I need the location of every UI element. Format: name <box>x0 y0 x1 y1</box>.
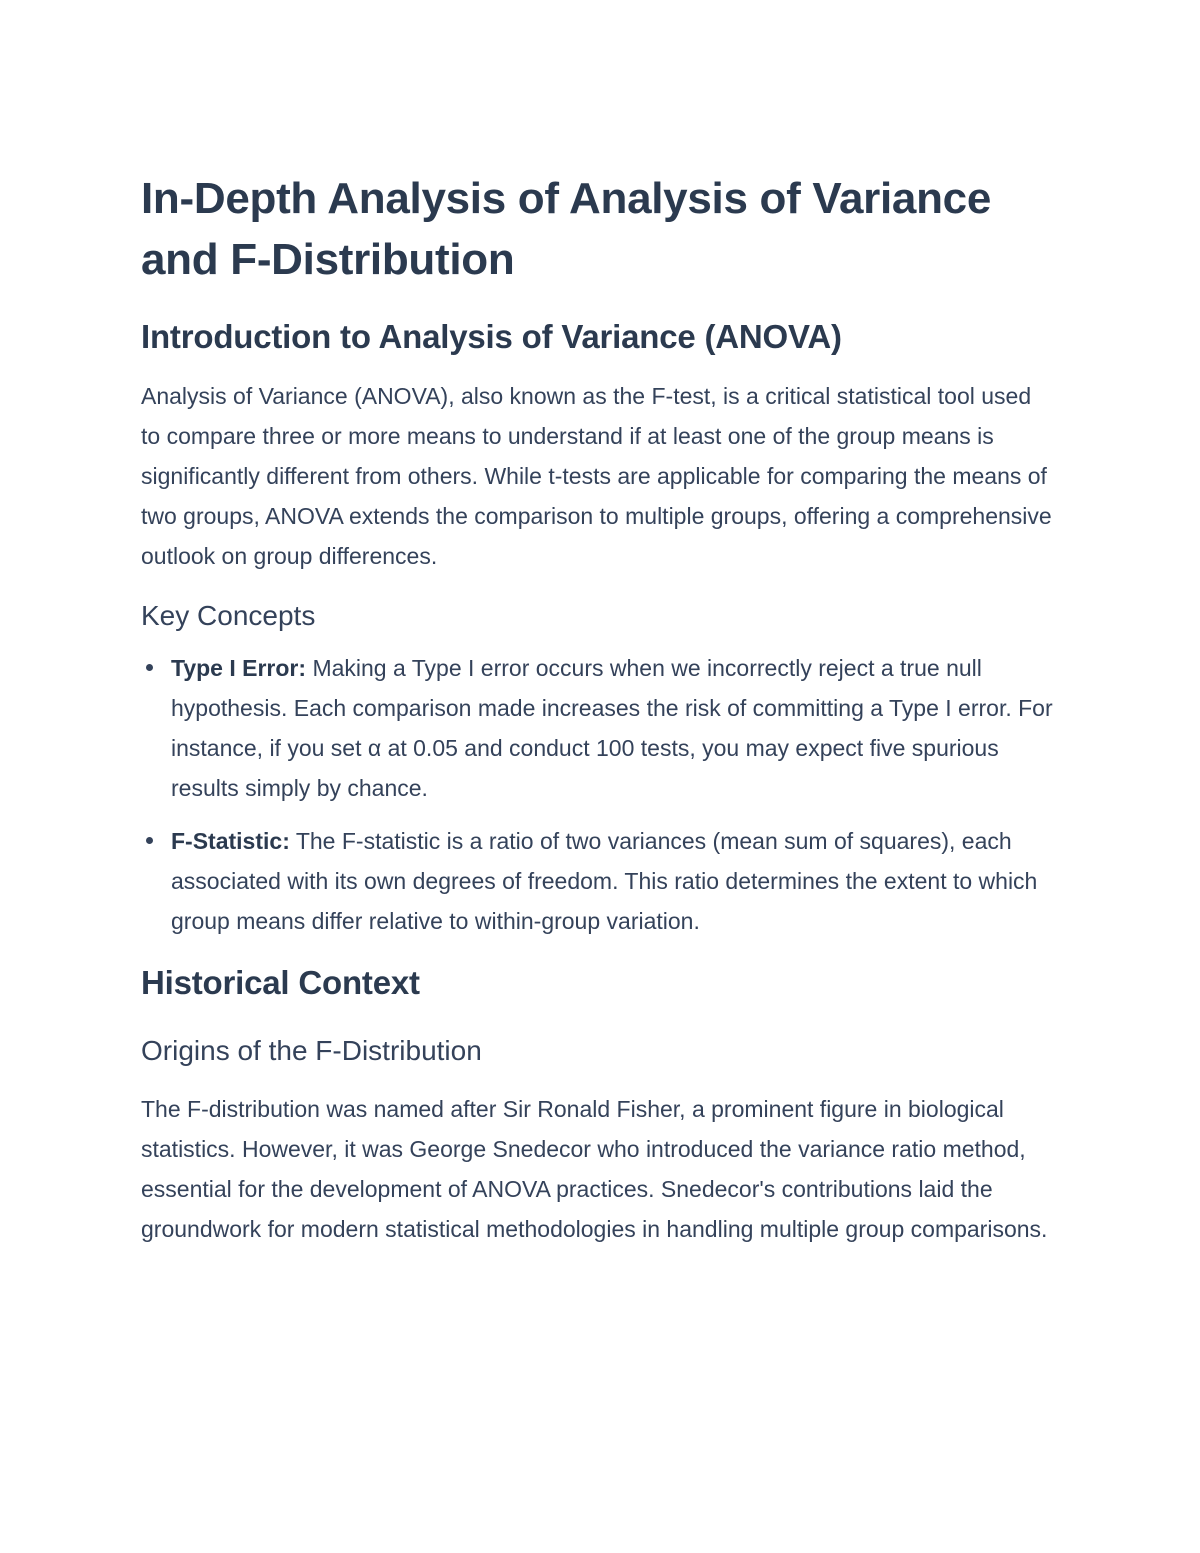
concept-term: F-Statistic <box>171 828 283 854</box>
historical-heading: Historical Context <box>141 964 420 1001</box>
key-concepts-heading: Key Concepts <box>141 600 316 631</box>
origins-heading: Origins of the F-Distribution <box>141 1035 482 1066</box>
document-title: In-Depth Analysis of Analysis of Variance and F-Distribution <box>141 174 992 284</box>
list-item <box>141 648 1056 808</box>
key-concepts-list <box>141 648 1056 941</box>
document-page <box>141 168 1056 1249</box>
concept-text: Making a Type I error occurs when we incorrectly reject a true null hypothesis. Each comparison made increases the risk of committing a Type I error. For instance, if you set α at 0.05 and conduct 100 tests, you may expect five spurious results simply by chance. <box>171 655 1053 801</box>
bullet-icon <box>146 837 153 844</box>
term-colon: : <box>282 828 290 854</box>
intro-heading: Introduction to Analysis of Variance (ANOVA) <box>141 318 842 355</box>
intro-paragraph: Analysis of Variance (ANOVA), also known as the F-test, is a critical statistical tool used to compare three or more means to understand if at least one of the group means is significantly different from others. While t-tests are applicable for comparing the means of two groups, ANOVA extends the comparison to multiple groups, offering a comprehensive outlook on group differences. <box>141 383 1052 569</box>
origins-paragraph: The F-distribution was named after Sir Ronald Fisher, a prominent figure in biological statistics. However, it was George Snedecor who introduced the variance ratio method, essential for the development of ANOVA practices. Snedecor's contributions laid the groundwork for modern statistical methodologies in handling multiple group comparisons. <box>141 1096 1048 1242</box>
term-colon: : <box>298 655 307 681</box>
concept-term: Type I Error <box>171 655 299 681</box>
concept-text: The F-statistic is a ratio of two variances (mean sum of squares), each associated with its own degrees of freedom. This ratio determines the extent to which group means differ relative to within-group variation. <box>171 828 1038 934</box>
bullet-icon <box>146 664 153 671</box>
list-item <box>141 821 1056 941</box>
